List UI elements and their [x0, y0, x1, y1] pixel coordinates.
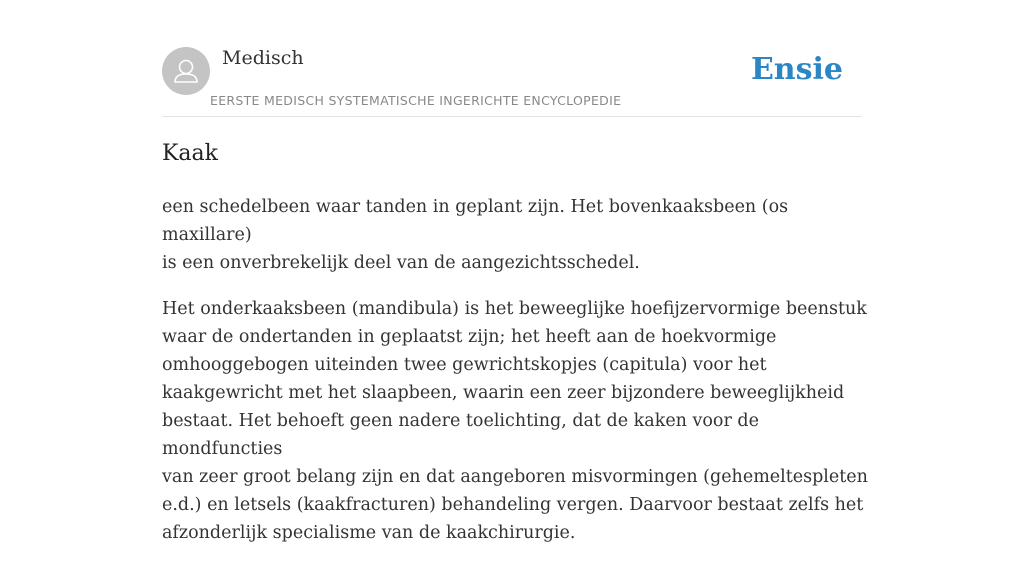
brand-logo[interactable]: Ensie [750, 52, 843, 87]
paragraph-line: kaakgewricht met het slaapbeen, waarin een zeer bijzondere beweeglijkheid [162, 383, 845, 403]
source-subtitle: EERSTE MEDISCH SYSTEMATISCHE INGERICHTE ENCYCLOPEDIE [210, 93, 622, 108]
article-paragraph [162, 193, 868, 277]
paragraph-line: waar de ondertanden in geplaatst zijn; het heeft aan de hoekvormige [162, 327, 777, 347]
source-title[interactable]: Medisch [222, 47, 304, 69]
paragraph-line: Het onderkaaksbeen (mandibula) is het beweeglijke hoefijzervormige beenstuk [162, 299, 867, 319]
source-header [162, 46, 862, 117]
paragraph-line: bestaat. Het behoeft geen nadere toelichting, dat de kaken voor de mondfuncties [162, 411, 759, 459]
paragraph-line: van zeer groot belang zijn en dat aangeboren misvormingen (gehemeltespleten [162, 467, 868, 487]
paragraph-line: afzonderlijk specialisme van de kaakchirurgie. [162, 523, 576, 543]
article-title: Kaak [162, 141, 218, 166]
article-paragraph [162, 295, 868, 547]
paragraph-line: omhooggebogen uiteinden twee gewrichtskopjes (capitula) voor het [162, 355, 767, 375]
paragraph-line: een schedelbeen waar tanden in geplant zijn. Het bovenkaaksbeen (os maxillare) [162, 197, 789, 245]
user-icon[interactable] [162, 47, 210, 95]
paragraph-line: e.d.) en letsels (kaakfracturen) behandeling vergen. Daarvoor bestaat zelfs het [162, 495, 864, 515]
paragraph-line: is een onverbrekelijk deel van de aangezichtsschedel. [162, 253, 640, 273]
article-body [162, 193, 868, 565]
